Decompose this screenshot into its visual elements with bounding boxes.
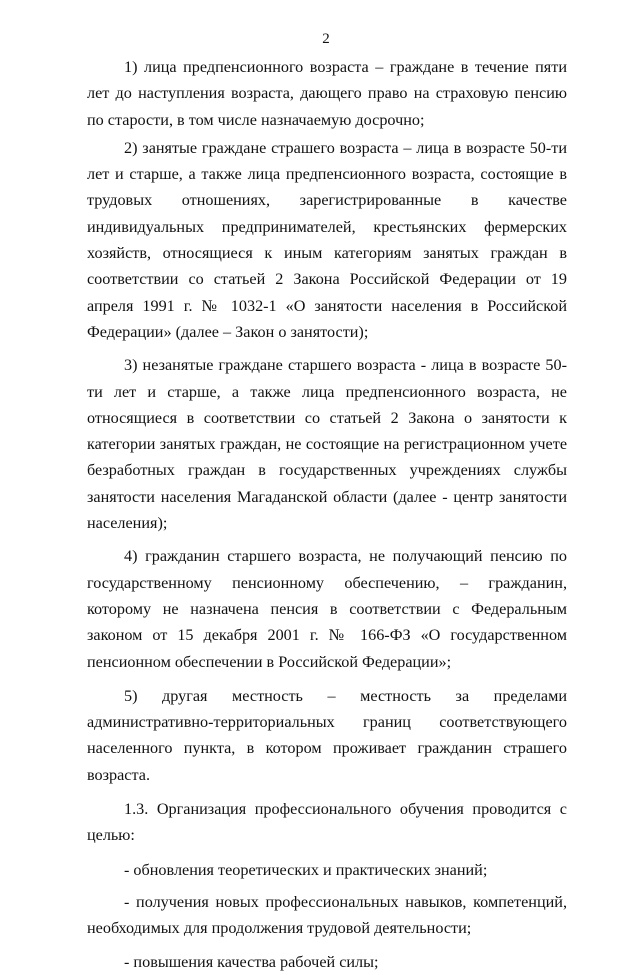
definition-item-3: 3) незанятые граждане старшего возраста - лица в возрасте 50-ти лет и старше, а также лица предпенсионного возраста, не относящиеся в соответствии со статьей 2 Закона о занятости к категории занятых граждан, не состоящие на регистрационном учете безработных граждан в государственных учреждениях службы занятости населения Магаданской области (далее - центр занятости населения); <box>87 356 567 533</box>
definition-item-1: 1) лица предпенсионного возраста – граждане в течение пяти лет до наступления возраста, дающего право на страховую пенсию по старости, в том числе назначаемую досрочно; <box>87 58 567 129</box>
page-number: 2 <box>322 31 330 47</box>
definition-item-5: 5) другая местность – местность за пределами административно-территориальных границ соответствующего населенного пункта, в котором проживает гражданин страшего возраста. <box>87 686 567 784</box>
purpose-item-2: - получения новых профессиональных навыков, компетенций, необходимых для продолжения трудовой деятельности; <box>87 892 567 938</box>
document-body <box>87 54 567 975</box>
purpose-item-1: - обновления теоретических и практических знаний; <box>124 860 488 879</box>
purpose-item-3: - повышения качества рабочей силы; <box>124 952 379 971</box>
definition-item-4: 4) гражданин старшего возраста, не получающий пенсию по государственному пенсионному обеспечению, – гражданин, которому не назначена пенсия в соответствии с Федеральным законом от 15 декабря 2001 г. № 166-ФЗ «О государственном пенсионном обеспечении в Российской Федерации»; <box>87 547 567 671</box>
definition-item-2: 2) занятые граждане страшего возраста – лица в возрасте 50-ти лет и старше, а также лица предпенсионного возраста, состоящие в трудовых отношениях, зарегистрированные в качестве индивидуальных предпринимателей, крестьянских фермерских хозяйств, относящиеся к иным категориям занятых граждан в соответствии со статьей 2 Закона Российской Федерации от 19 апреля 1991 г. № 1032-1 «О занятости населения в Российской Федерации» (далее – Закон о занятости); <box>87 138 567 341</box>
section-1-3-intro: 1.3. Организация профессионального обучения проводится с целью: <box>87 800 567 845</box>
